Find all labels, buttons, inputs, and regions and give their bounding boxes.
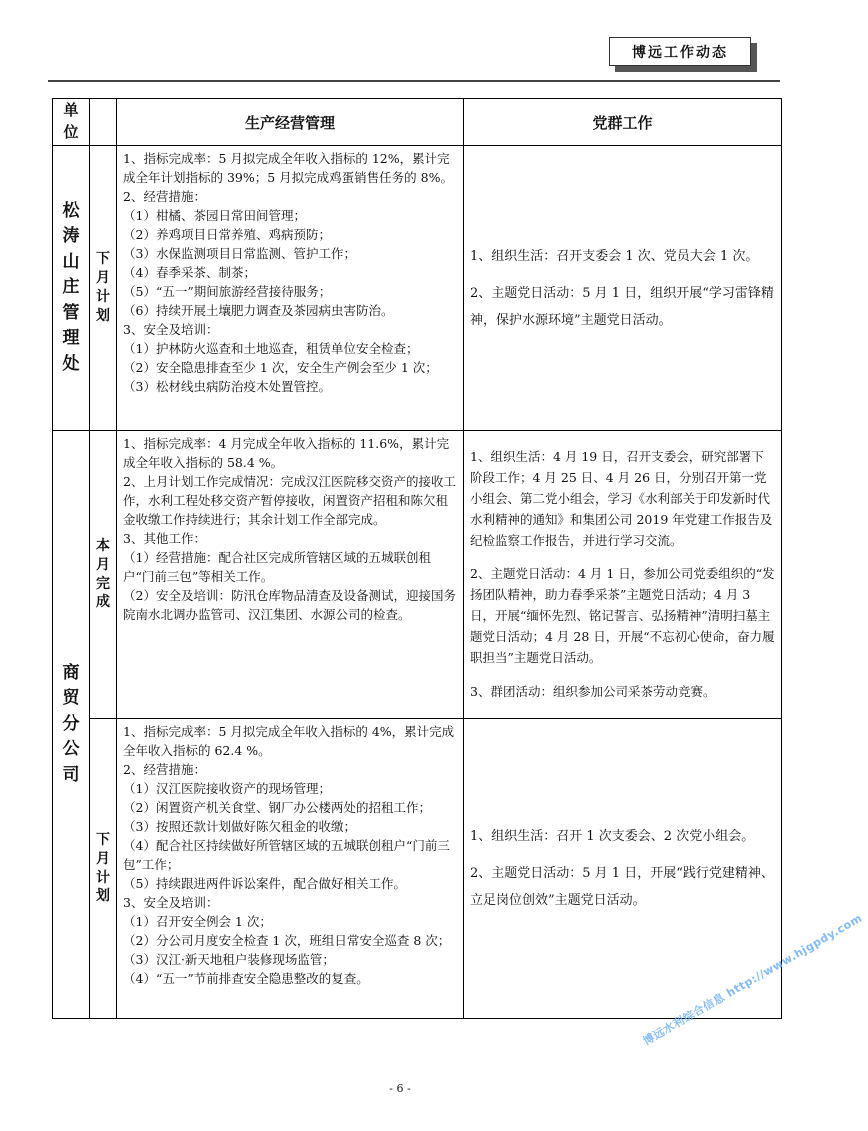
list-item: 3、群团活动：组织参加公司采茶劳动竞赛。 xyxy=(470,683,716,699)
production-list xyxy=(117,146,463,398)
paragraph-gap xyxy=(470,270,775,280)
list-item: （3）松材线虫病防治疫木处置管控。 xyxy=(123,379,331,394)
list-item: （3）水保监测项目日常监测、管护工作； xyxy=(123,246,356,261)
list-item: （5）持续跟进两件诉讼案件，配合做好相关工作。 xyxy=(123,876,406,891)
list-item: （2）分公司月度安全检查 1 次，班组日常安全巡查 8 次； xyxy=(123,933,451,948)
list-item: （2）养鸡项目日常养殖、鸡病预防； xyxy=(123,227,331,242)
list-item: （2）安全隐患排查至少 1 次，安全生产例会至少 1 次； xyxy=(123,360,438,375)
paragraph-gap xyxy=(470,850,775,860)
list-item: 2、主题党日活动：5 月 1 日，开展“践行党建精神、立足岗位创效”主题党日活动。 xyxy=(470,866,774,908)
list-item: 3、其他工作： xyxy=(123,531,206,546)
party-shangmao-done xyxy=(464,431,782,719)
page-number: - 6 - xyxy=(389,1082,411,1095)
party-songtao-plan xyxy=(464,146,782,431)
list-item: 1、组织生活：4 月 19 日，召开支委会，研究部署下阶段工作；4 月 25 日、4 月 26 日，分别召开第一党小组会、第二党小组会，学习《水利部关于印发新时代水利精神的通知》和集团公司 2019 年党建工作报告及纪检监察工作报告，并进行学习交流。 xyxy=(470,448,773,548)
list-item: （4）春季采茶、制茶； xyxy=(123,265,256,280)
production-shangmao-plan xyxy=(117,719,464,1019)
list-item: （4）配合社区持续做好所管辖区域的五城联创租户“门前三包”工作； xyxy=(123,838,450,872)
header-badge xyxy=(609,37,757,72)
list-item: （6）持续开展土壤肥力调查及茶园病虫害防治。 xyxy=(123,303,394,318)
list-item: 2、上月计划工作完成情况：完成汉江医院移交资产的接收工作，水利工程处移交资产暂停接收，闲置资产招租和陈欠租金收缴工作持续进行；其余计划工作全部完成。 xyxy=(123,474,456,527)
production-songtao-plan xyxy=(117,146,464,431)
period-shangmao-plan: 下月计划 xyxy=(90,719,117,1019)
list-item: 3、安全及培训： xyxy=(123,322,219,337)
party-list xyxy=(464,243,781,334)
party-list xyxy=(464,823,781,914)
unit-songtao: 松涛山庄管理处 xyxy=(53,146,90,431)
row-songtao-plan xyxy=(53,146,782,431)
list-item: （5）“五一”期间旅游经营接待服务； xyxy=(123,284,332,299)
list-item: （2）安全及培训：防汛仓库物品清查及设备测试，迎接国务院南水北调办监管司、汉江集团、水源公司的检查。 xyxy=(123,588,456,622)
list-item: 2、经营措施： xyxy=(123,189,206,204)
list-item: （1）汉江医院接收资产的现场管理； xyxy=(123,781,331,796)
work-report-table xyxy=(52,98,782,1019)
list-item: （1）经营措施：配合社区完成所管辖区域的五城联创租户“门前三包”等相关工作。 xyxy=(123,550,431,584)
row-shangmao-plan xyxy=(53,719,782,1019)
period-songtao-plan: 下月计划 xyxy=(90,146,117,431)
list-item: （1）柑橘、茶园日常田间管理； xyxy=(123,208,306,223)
list-item: 1、组织生活：召开 1 次支委会、2 次党小组会。 xyxy=(470,829,755,844)
period-shangmao-done: 本月完成 xyxy=(90,431,117,719)
list-item: 2、主题党日活动：5 月 1 日，组织开展“学习雷锋精神，保护水源环境”主题党日活动。 xyxy=(470,285,774,328)
table-header-row xyxy=(53,99,782,146)
header-production: 生产经营管理 xyxy=(117,99,464,146)
list-item: （3）汉江·新天地租户装修现场监管； xyxy=(123,952,335,967)
list-item: （4）“五一”节前排查安全隐患整改的复查。 xyxy=(123,971,369,986)
production-shangmao-done xyxy=(117,431,464,719)
party-shangmao-plan xyxy=(464,719,782,1019)
list-item: （2）闲置资产机关食堂、钢厂办公楼两处的招租工作； xyxy=(123,800,431,815)
production-list xyxy=(117,719,463,990)
production-list xyxy=(117,431,463,626)
badge-title: 博远工作动态 xyxy=(609,37,751,66)
row-shangmao-done xyxy=(53,431,782,719)
list-item: 1、指标完成率：5 月拟完成全年收入指标的 12%，累计完成全年计划指标的 39%；5 月拟完成鸡蛋销售任务的 8%。 xyxy=(123,151,453,185)
header-period xyxy=(90,99,117,146)
list-item: 1、指标完成率：4 月完成全年收入指标的 11.6%，累计完成全年收入指标的 58.4 %。 xyxy=(123,436,450,470)
list-item: （1）护林防火巡查和土地巡查，租赁单位安全检查； xyxy=(123,341,419,356)
list-item: （1）召开安全例会 1 次； xyxy=(123,914,272,929)
unit-shangmao: 商贸分公司 xyxy=(53,431,90,1019)
list-item: 3、安全及培训： xyxy=(123,895,219,910)
header-rule xyxy=(48,80,780,82)
header-unit: 单位 xyxy=(53,99,90,146)
list-item: （3）按照还款计划做好陈欠租金的收缴； xyxy=(123,819,356,834)
watermark: 博远水利综合信息 http://www.hjgpdy.com xyxy=(641,911,865,1048)
list-item: 2、主题党日活动：4 月 1 日，参加公司党委组织的“发扬团队精神，助力春季采茶”主题党日活动；4 月 3 日，开展“缅怀先烈、铭记誓言、弘扬精神”清明扫墓主题党日活动；4 月 28 日，开展“不忘初心使命，奋力履职担当”主题党日活动。 xyxy=(470,566,775,665)
list-item: 1、组织生活：召开支委会 1 次、党员大会 1 次。 xyxy=(470,248,759,264)
list-item: 2、经营措施： xyxy=(123,762,206,777)
party-list xyxy=(464,431,781,716)
list-item: 1、指标完成率：5 月拟完成全年收入指标的 4%，累计完成全年收入指标的 62.4 %。 xyxy=(123,724,455,758)
header-party: 党群工作 xyxy=(464,99,782,146)
